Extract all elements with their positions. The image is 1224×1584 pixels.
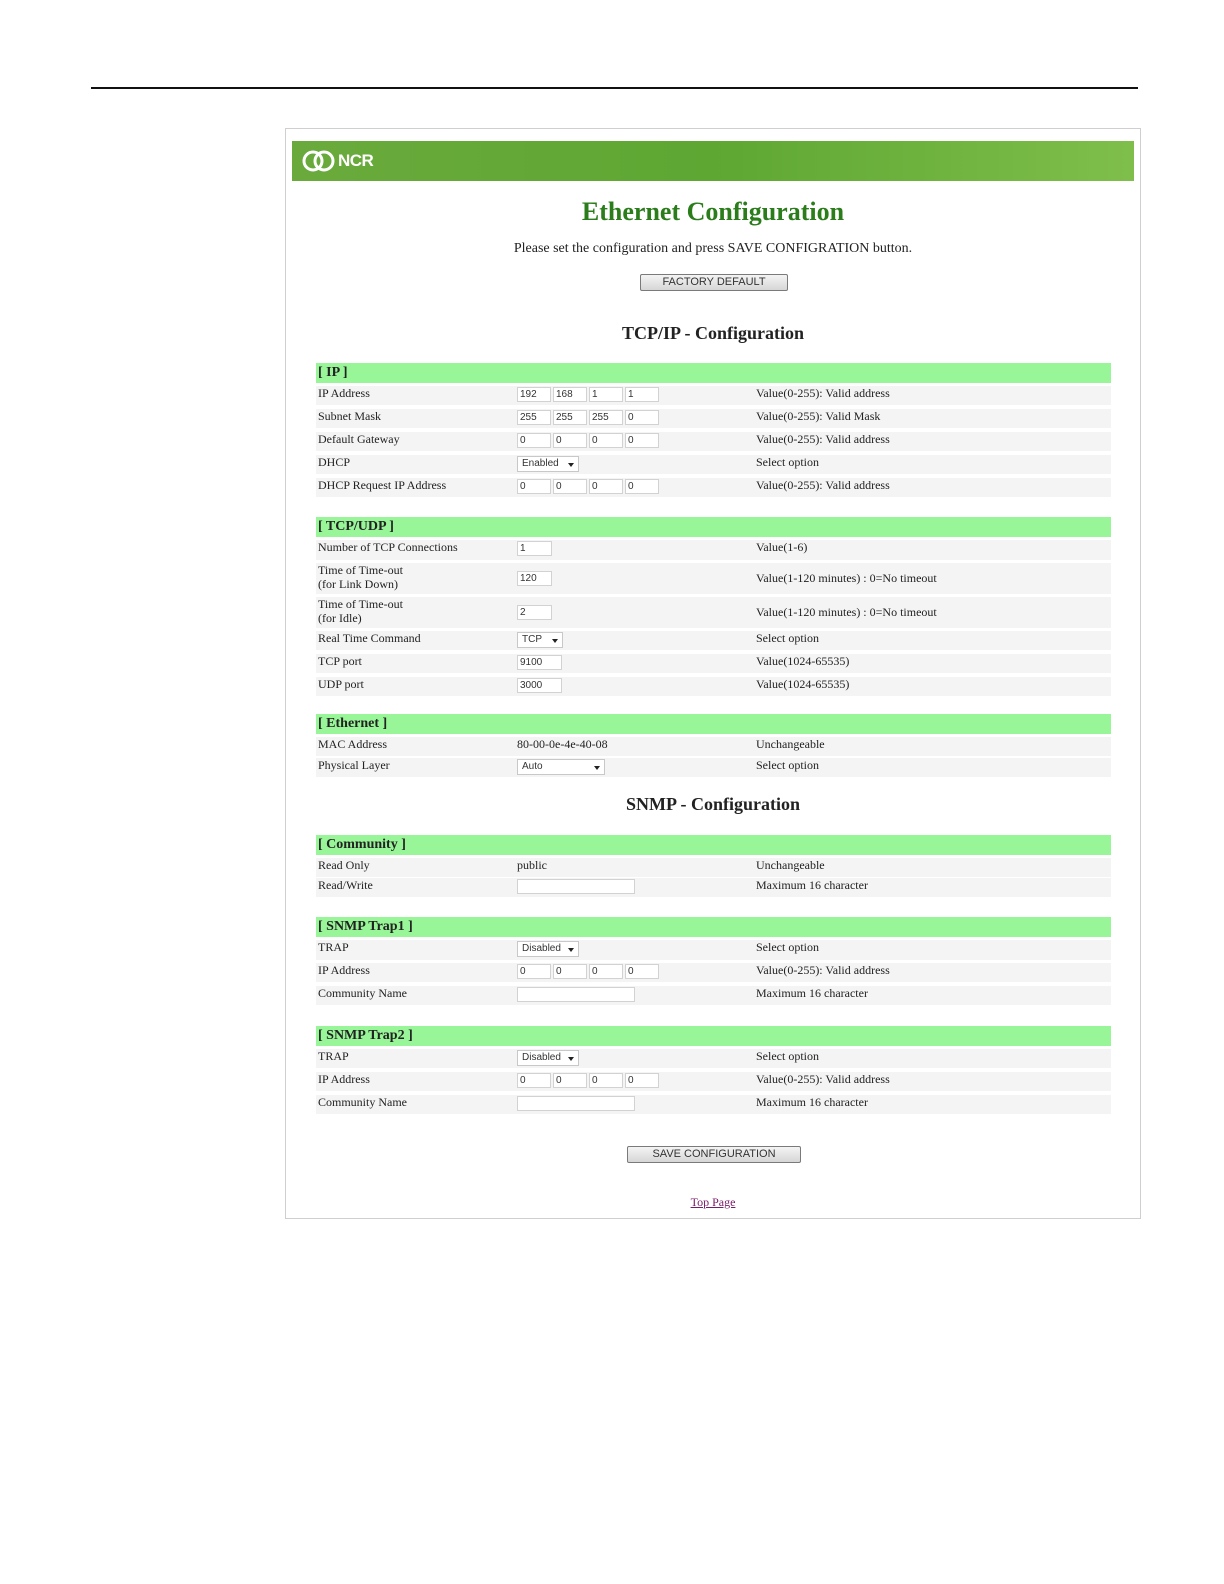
group-header-snmp-trap2: [ SNMP Trap2 ] [316, 1026, 1111, 1046]
row-ip-address [316, 386, 1111, 405]
timeout-idle-input[interactable]: 2 [517, 605, 552, 620]
factory-default-button[interactable]: FACTORY DEFAULT [640, 274, 788, 291]
chevron-down-icon [594, 766, 600, 770]
trap2-trap-label: TRAP [318, 1049, 349, 1063]
trap1-trap-label: TRAP [318, 940, 349, 954]
dhcp-label: DHCP [318, 455, 351, 469]
udp-port-input[interactable]: 3000 [517, 678, 562, 693]
row-trap2-community-name [316, 1095, 1111, 1114]
udp-port-note: Value(1024-65535) [756, 677, 850, 691]
trap2-trap-select[interactable] [517, 1050, 579, 1066]
trap2-community-name-input[interactable] [517, 1096, 635, 1111]
timeout-link-down-label-line2: (for Link Down) [318, 577, 398, 591]
subnet-mask-octet-2[interactable]: 255 [553, 410, 587, 425]
tcp-port-label: TCP port [318, 654, 362, 668]
dhcp-request-ip-octet-4[interactable]: 0 [625, 479, 659, 494]
real-time-command-note: Select option [756, 631, 819, 645]
read-write-label: Read/Write [318, 878, 373, 892]
trap1-ip-octet-1[interactable]: 0 [517, 964, 551, 979]
row-subnet-mask [316, 409, 1111, 428]
num-connections-input[interactable]: 1 [517, 541, 552, 556]
row-dhcp-request-ip [316, 478, 1111, 497]
read-write-input[interactable] [517, 879, 635, 894]
tcp-port-note: Value(1024-65535) [756, 654, 850, 668]
trap2-ip-octet-2[interactable]: 0 [553, 1073, 587, 1088]
default-gateway-label: Default Gateway [318, 432, 400, 446]
row-physical-layer [316, 758, 1111, 777]
dhcp-request-ip-octet-1[interactable]: 0 [517, 479, 551, 494]
tcpip-section-title: TCP/IP - Configuration [621, 323, 804, 343]
timeout-link-down-note: Value(1-120 minutes) : 0=No timeout [756, 571, 937, 585]
row-read-only [316, 858, 1111, 877]
row-trap2-ip-address [316, 1072, 1111, 1091]
trap1-ip-octet-3[interactable]: 0 [589, 964, 623, 979]
timeout-idle-label-line2: (for Idle) [318, 611, 362, 625]
trap2-trap-select-value: Disabled [522, 1052, 561, 1063]
trap1-trap-select-value: Disabled [522, 943, 561, 954]
dhcp-request-ip-inputs [517, 479, 661, 494]
physical-layer-note: Select option [756, 758, 819, 772]
ncr-logo [302, 149, 373, 173]
trap2-ip-octet-4[interactable]: 0 [625, 1073, 659, 1088]
chevron-down-icon [552, 639, 558, 643]
ip-address-octet-3[interactable]: 1 [589, 387, 623, 402]
timeout-link-down-label-line1: Time of Time-out [318, 563, 403, 577]
physical-layer-select-value: Auto [522, 761, 543, 772]
real-time-command-select[interactable] [517, 632, 563, 648]
num-connections-note: Value(1-6) [756, 540, 808, 554]
dhcp-request-ip-octet-2[interactable]: 0 [553, 479, 587, 494]
top-page-link[interactable]: Top Page [690, 1195, 736, 1209]
group-header-snmp-trap1: [ SNMP Trap1 ] [316, 917, 1111, 937]
row-default-gateway [316, 432, 1111, 451]
dhcp-select[interactable] [517, 456, 579, 472]
default-gateway-octet-4[interactable]: 0 [625, 433, 659, 448]
trap2-ip-address-note: Value(0-255): Valid address [756, 1072, 890, 1086]
trap1-community-name-label: Community Name [318, 986, 407, 1000]
row-trap2-trap [316, 1049, 1111, 1068]
mac-address-value: 80-00-0e-4e-40-08 [517, 737, 608, 751]
default-gateway-octet-1[interactable]: 0 [517, 433, 551, 448]
chevron-down-icon [568, 948, 574, 952]
row-read-write [316, 878, 1111, 897]
row-trap1-ip-address [316, 963, 1111, 982]
row-timeout-idle [316, 597, 1111, 628]
ip-address-label: IP Address [318, 386, 370, 400]
trap1-ip-octet-4[interactable]: 0 [625, 964, 659, 979]
read-write-note: Maximum 16 character [756, 878, 868, 892]
trap1-trap-note: Select option [756, 940, 819, 954]
trap2-community-name-note: Maximum 16 character [756, 1095, 868, 1109]
trap2-ip-address-inputs [517, 1073, 661, 1088]
real-time-command-select-value: TCP [522, 634, 542, 645]
default-gateway-octet-2[interactable]: 0 [553, 433, 587, 448]
page-top-rule [91, 87, 1138, 89]
real-time-command-label: Real Time Command [318, 631, 421, 645]
read-only-value: public [517, 858, 547, 872]
ncr-logo-icon [302, 150, 336, 172]
trap2-ip-address-label: IP Address [318, 1072, 370, 1086]
trap2-trap-note: Select option [756, 1049, 819, 1063]
intro-text: Please set the configuration and press SAVE CONFIGRATION button. [513, 241, 913, 256]
tcp-port-input[interactable]: 9100 [517, 655, 562, 670]
trap1-ip-octet-2[interactable]: 0 [553, 964, 587, 979]
row-real-time-command [316, 631, 1111, 650]
dhcp-request-ip-note: Value(0-255): Valid address [756, 478, 890, 492]
group-header-tcpudp: [ TCP/UDP ] [316, 517, 1111, 537]
trap1-ip-address-note: Value(0-255): Valid address [756, 963, 890, 977]
dhcp-request-ip-label: DHCP Request IP Address [318, 478, 447, 492]
group-header-ethernet: [ Ethernet ] [316, 714, 1111, 734]
row-mac-address [316, 737, 1111, 756]
default-gateway-octet-3[interactable]: 0 [589, 433, 623, 448]
row-trap1-community-name [316, 986, 1111, 1005]
config-page-frame [285, 128, 1141, 1219]
mac-address-note: Unchangeable [756, 737, 825, 751]
subnet-mask-octet-4[interactable]: 0 [625, 410, 659, 425]
trap2-ip-octet-3[interactable]: 0 [589, 1073, 623, 1088]
ip-address-octet-4[interactable]: 1 [625, 387, 659, 402]
group-header-ip: [ IP ] [316, 363, 1111, 383]
mac-address-label: MAC Address [318, 737, 388, 751]
ncr-logo-text: NCR [338, 151, 374, 170]
num-connections-label: Number of TCP Connections [318, 540, 458, 554]
trap1-ip-address-label: IP Address [318, 963, 370, 977]
dhcp-request-ip-octet-3[interactable]: 0 [589, 479, 623, 494]
subnet-mask-note: Value(0-255): Valid Mask [756, 409, 881, 423]
default-gateway-note: Value(0-255): Valid address [756, 432, 890, 446]
read-only-label: Read Only [318, 858, 370, 872]
row-tcp-port [316, 654, 1111, 673]
dhcp-select-value: Enabled [522, 458, 559, 469]
row-dhcp [316, 455, 1111, 474]
subnet-mask-octet-3[interactable]: 255 [589, 410, 623, 425]
group-header-community: [ Community ] [316, 835, 1111, 855]
default-gateway-inputs [517, 433, 661, 448]
trap2-community-name-label: Community Name [318, 1095, 407, 1109]
trap1-trap-select[interactable] [517, 941, 579, 957]
ip-address-octet-2[interactable]: 168 [553, 387, 587, 402]
trap2-ip-octet-1[interactable]: 0 [517, 1073, 551, 1088]
timeout-idle-label-line1: Time of Time-out [318, 597, 403, 611]
row-num-connections [316, 540, 1111, 560]
row-trap1-trap [316, 940, 1111, 960]
ip-address-inputs [517, 387, 661, 402]
ip-address-octet-1[interactable]: 192 [517, 387, 551, 402]
subnet-mask-octet-1[interactable]: 255 [517, 410, 551, 425]
save-configuration-button[interactable]: SAVE CONFIGURATION [627, 1146, 801, 1163]
trap1-ip-address-inputs [517, 964, 661, 979]
snmp-section-title: SNMP - Configuration [625, 794, 800, 814]
page-title: Ethernet Configuration [581, 197, 845, 226]
timeout-idle-label [318, 597, 403, 625]
row-timeout-link-down [316, 563, 1111, 594]
subnet-mask-inputs [517, 410, 661, 425]
row-udp-port [316, 677, 1111, 696]
ip-address-note: Value(0-255): Valid address [756, 386, 890, 400]
timeout-link-down-label [318, 563, 403, 591]
udp-port-label: UDP port [318, 677, 364, 691]
chevron-down-icon [568, 1057, 574, 1061]
physical-layer-label: Physical Layer [318, 758, 390, 772]
subnet-mask-label: Subnet Mask [318, 409, 381, 423]
trap1-community-name-input[interactable] [517, 987, 635, 1002]
timeout-link-down-input[interactable]: 120 [517, 571, 552, 586]
physical-layer-select[interactable] [517, 759, 605, 775]
dhcp-note: Select option [756, 455, 819, 469]
chevron-down-icon [568, 463, 574, 467]
ncr-banner [292, 141, 1134, 181]
read-only-note: Unchangeable [756, 858, 825, 872]
timeout-idle-note: Value(1-120 minutes) : 0=No timeout [756, 605, 937, 619]
trap1-community-name-note: Maximum 16 character [756, 986, 868, 1000]
